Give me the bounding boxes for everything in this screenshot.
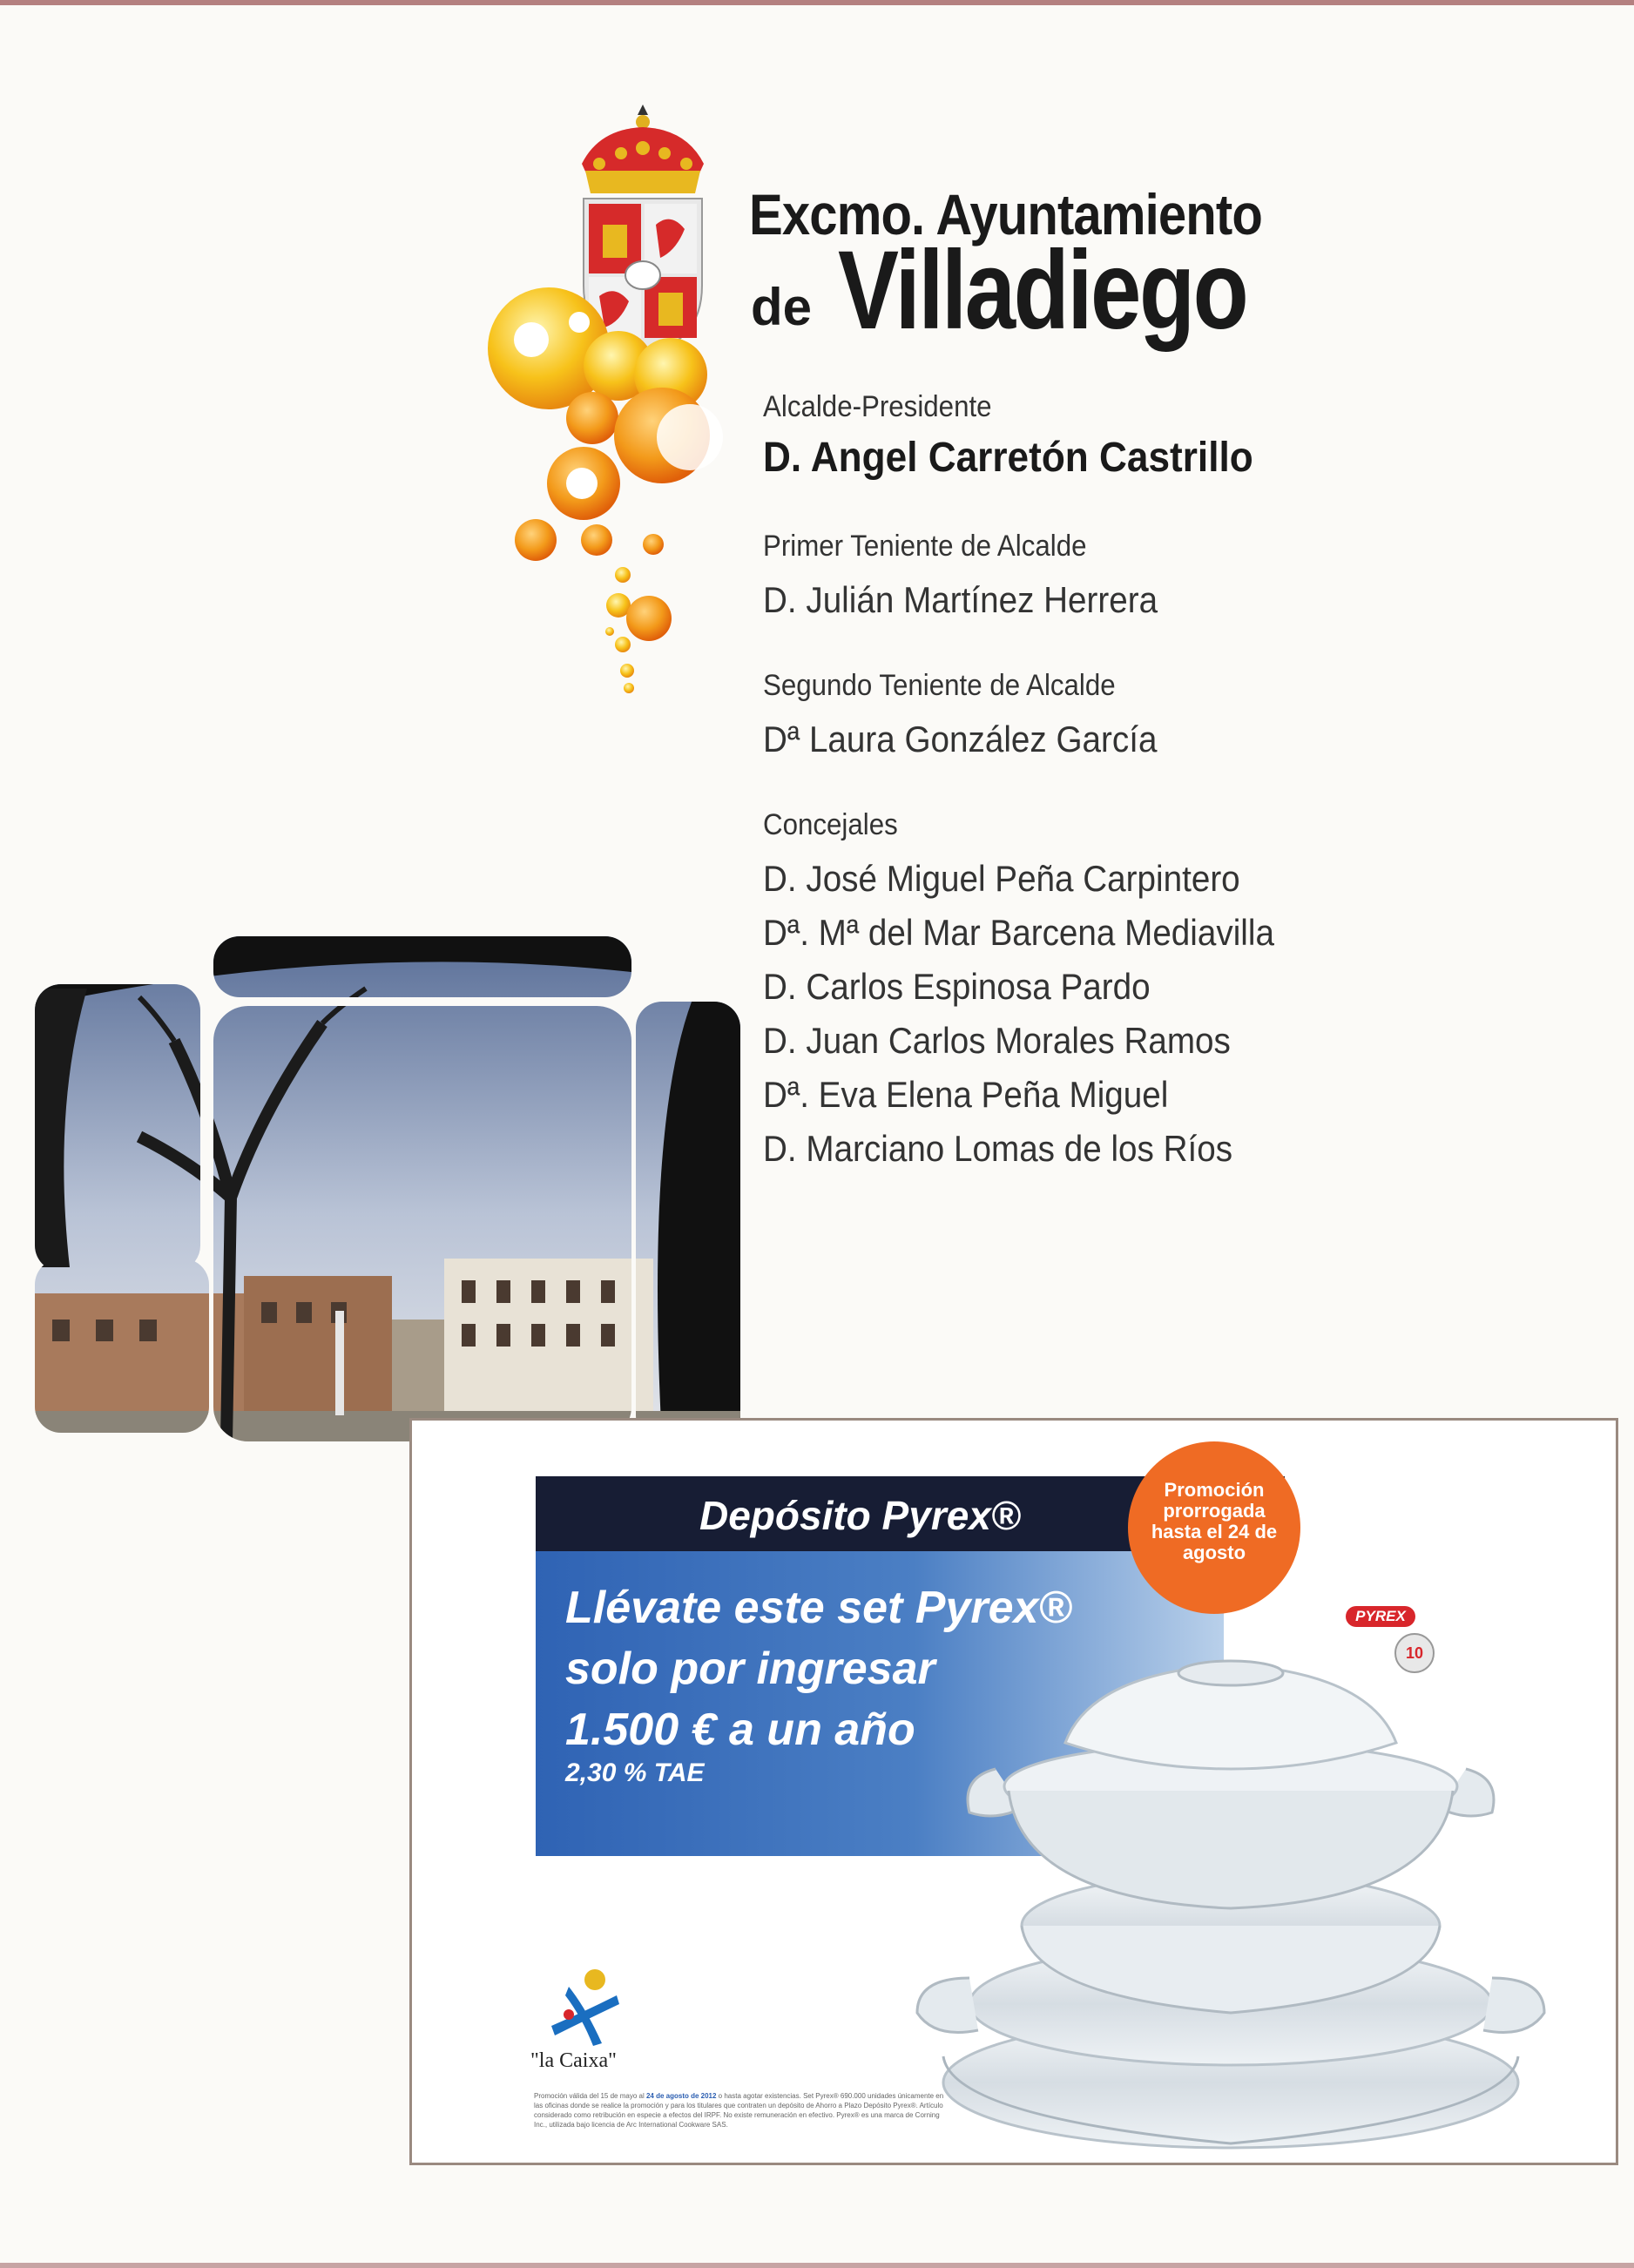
page-top-edge <box>0 0 1634 5</box>
ad-header-text: Depósito Pyrex® <box>699 1493 1021 1538</box>
promo-badge <box>1128 1441 1300 1614</box>
warranty-badge-icon: 10 <box>1394 1633 1435 1673</box>
councillor-item: D. Marciano Lomas de los Ríos <box>763 1128 1233 1169</box>
second-deputy-role: Segundo Teniente de Alcalde <box>763 669 1116 702</box>
la-caixa-star-icon <box>534 1961 638 2056</box>
mayor-role: Alcalde-Presidente <box>763 390 992 423</box>
promo-line: hasta el 24 de <box>1151 1521 1278 1542</box>
councillors-role: Concejales <box>763 808 898 841</box>
fine-print-rest: o hasta agotar existencias. Set Pyrex® 690.000 unidades únicamente en las oficinas donde se realice la promoción y para los titulares que contraten un depósito de Ahorro a Plazo Depósito Pyrex®. Artículo considerado como retribución en especie a efectos del IRPF. No existe remuneración en efectivo. Pyrex® es una marca de Corning Inc., utilizada bajo licencia de Arc International Cookware SAS. <box>534 2092 944 2129</box>
councillor-item: Dª. Mª del Mar Barcena Mediavilla <box>763 912 1274 953</box>
councillor-item: D. José Miguel Peña Carpintero <box>763 858 1240 899</box>
promo-line: Promoción <box>1164 1479 1265 1501</box>
second-deputy-name: Dª Laura González García <box>763 719 1158 759</box>
councillor-item: D. Carlos Espinosa Pardo <box>763 966 1151 1007</box>
ad-line2: solo por ingresar <box>565 1644 935 1694</box>
glass-dishes-image <box>865 1647 1597 2152</box>
mayor-name: D. Angel Carretón Castrillo <box>763 435 1253 481</box>
bubbles-decoration <box>488 287 740 740</box>
first-deputy-name: D. Julián Martínez Herrera <box>763 579 1158 620</box>
title-line2: Villadiego <box>838 228 1247 353</box>
ad-tae: 2,30 % TAE <box>565 1758 705 1787</box>
page-bottom-edge <box>0 2263 1634 2268</box>
pyrex-advertisement <box>409 1418 1618 2165</box>
town-square-photo <box>35 936 749 1441</box>
fine-print <box>534 2091 952 2130</box>
fine-print-start: Promoción válida del 15 de mayo al <box>534 2092 646 2100</box>
title-line1: Excmo. Ayuntamiento <box>749 182 1262 246</box>
title-de: de <box>751 278 813 336</box>
ad-line3: 1.500 € a un año <box>565 1704 915 1755</box>
la-caixa-logo-text: "la Caixa" <box>530 2049 617 2072</box>
pyrex-logo: PYREX <box>1346 1606 1415 1627</box>
councillor-item: D. Juan Carlos Morales Ramos <box>763 1020 1231 1061</box>
promo-line: agosto <box>1182 1542 1246 1563</box>
fine-print-date: 24 de agosto de 2012 <box>645 2092 717 2100</box>
promo-line: prorrogada <box>1163 1500 1266 1522</box>
councillor-item: Dª. Eva Elena Peña Miguel <box>763 1074 1169 1115</box>
ad-line1: Llévate este set Pyrex® <box>565 1583 1072 1633</box>
first-deputy-role: Primer Teniente de Alcalde <box>763 530 1087 563</box>
